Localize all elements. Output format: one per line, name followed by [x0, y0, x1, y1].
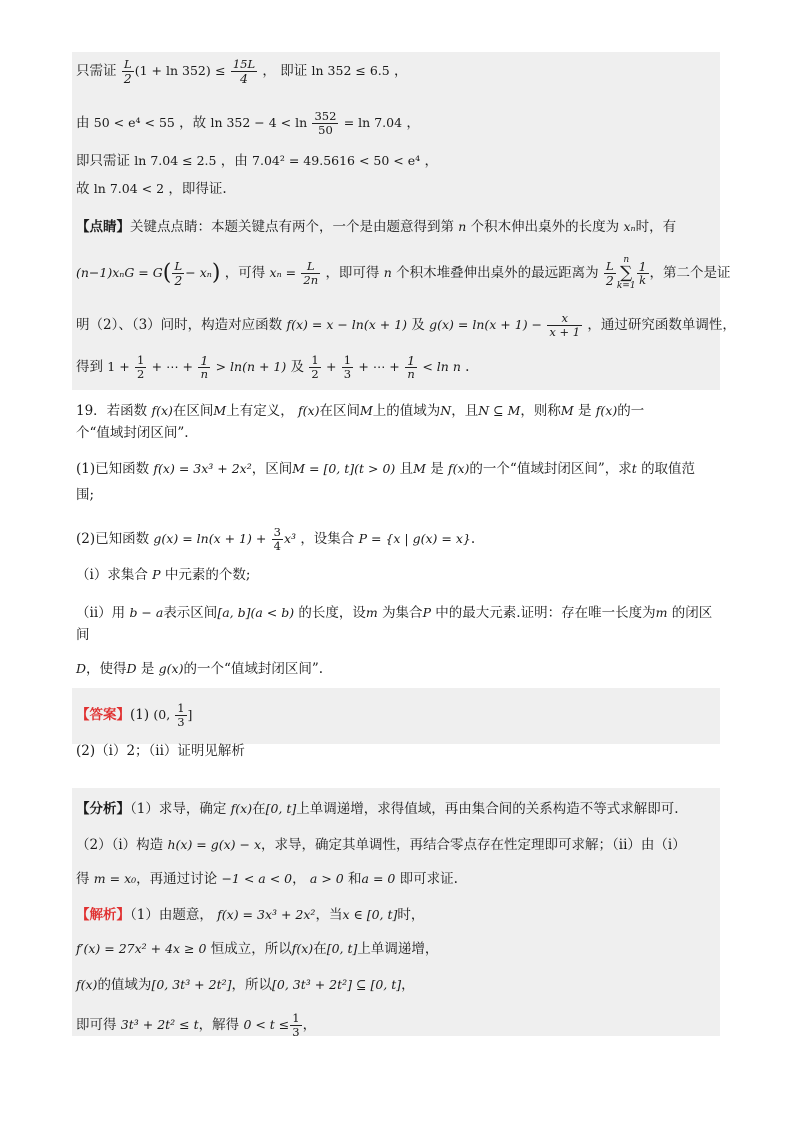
math: > ln(n + 1) [215, 359, 287, 374]
text: ，当 [315, 907, 343, 923]
math: 50 < e⁴ < 55 [93, 115, 175, 130]
text: 及 [411, 317, 425, 333]
fraction: $\frac{x}{x + 1}$ [549, 311, 581, 339]
math: ln 352 ≤ 6.5 [311, 63, 390, 78]
math: ln 7.04 ≤ 2.5 [134, 153, 217, 168]
fraction: $\frac{1}{2}$ [311, 353, 319, 381]
text: 的一个“值域封闭区间”，求 [469, 461, 632, 477]
text: ，故 [179, 115, 207, 131]
fraction: $\frac{1}{3}$ [343, 353, 352, 381]
q19-ii-line-1 [76, 604, 712, 622]
q19-i-line [76, 566, 250, 584]
math: D [126, 661, 137, 676]
math: h(x) = g(x) − x [167, 837, 262, 852]
q19-part1-line-1 [76, 460, 695, 478]
solution-line-4 [76, 1012, 316, 1039]
math: f(x) [151, 403, 173, 418]
math: (n−1)xₙG = G [76, 265, 163, 280]
text: 上单调递增，求得值域，再由集合间的关系构造不等式求解即可. [296, 801, 679, 817]
answer-line-2 [76, 742, 245, 760]
solution-line-3 [76, 976, 415, 994]
text: （i）求集合 [76, 567, 148, 583]
text: ，再通过讨论 [136, 871, 218, 887]
text: ， [302, 1017, 317, 1033]
text: ，解得 [198, 1017, 240, 1033]
math: f(x) = 3x³ + 2x² [153, 461, 252, 476]
text: 为集合 [382, 605, 423, 621]
math: ≤ [215, 63, 226, 78]
math: [a, b](a < b) [217, 605, 295, 620]
fraction: $\frac{1}{3}$ [292, 1011, 300, 1039]
math: xₙ = [269, 265, 297, 280]
text: （2）（i）构造 [76, 837, 164, 853]
math: m [655, 605, 668, 620]
text: 在区间 [172, 403, 214, 419]
solution-tag: 【解析】 [76, 907, 130, 923]
q19-ii-line-3 [76, 660, 323, 678]
fraction: $\frac{15L}{4}$ [232, 57, 256, 86]
math: −1 < a < 0 [221, 871, 293, 886]
fraction: $\frac{1}{n}$ [407, 353, 416, 381]
text: 中元素的个数; [164, 567, 251, 583]
text: (2)已知函数 [76, 531, 150, 547]
analysis-line-2 [76, 836, 686, 854]
math: N [440, 403, 452, 418]
math: 1 + [107, 359, 130, 374]
math: f(x) [76, 977, 98, 992]
math: (0, [153, 707, 175, 722]
text: 时， [397, 907, 425, 923]
answer-tag: 【答案】 [76, 707, 130, 723]
math: f′(x) = 27x² + 4x ≥ 0 [76, 941, 207, 956]
text: ，区间 [251, 461, 293, 477]
text: 间 [76, 627, 90, 643]
math: − xₙ [185, 265, 212, 280]
math: M [359, 403, 373, 418]
fraction: $\frac{L}{2n}$ [303, 259, 319, 287]
math: b − a [129, 605, 164, 620]
text: 上有定义， [226, 403, 294, 419]
math: M [560, 403, 574, 418]
text: ，所以 [231, 977, 272, 993]
solution-line-2 [76, 940, 438, 958]
text: 明（2）、（3）问时，构造对应函数 [76, 317, 283, 333]
math: t [631, 461, 637, 476]
math: m = x₀ [93, 871, 137, 886]
text: ，使得 [86, 661, 127, 677]
text: ， [401, 977, 415, 993]
text: 的长度，设 [298, 605, 366, 621]
fraction: $\frac{3}{4}$ [273, 525, 281, 553]
math: g(x) = ln(x + 1) + [153, 531, 267, 546]
math: = ln 7.04 [343, 115, 403, 130]
dianjing-line-4 [76, 354, 469, 381]
math: x ∈ [0, t] [342, 907, 398, 922]
text: (1) [130, 707, 150, 723]
text: 故 [76, 181, 90, 197]
math: 7.04² = 49.5616 < 50 < e⁴ [252, 153, 421, 168]
math: n [458, 219, 467, 234]
text: ，即可得 [325, 265, 380, 281]
text: 得到 [76, 359, 103, 375]
text: ，求导，确定其单调性，再结合零点存在性定理即可求解；（ii）由（i） [261, 837, 686, 853]
fraction: $\frac{1}{n}$ [200, 353, 209, 381]
fraction: $\frac{L}{2}$ [123, 57, 132, 86]
dianjing-line-2: (n−1)xₙG = G( $\frac{L}{2}$ − xₙ) ，可得 xₙ = $\frac{L}{2n}$ ，即可得 n 个积木堆叠伸出桌外的最远距离为 $\frac{L}{2}$ n ∑ k=1 $\frac{1}{k}$ ，第二个是证 [76, 255, 731, 291]
math: M [413, 461, 426, 476]
text: 上单调递增， [357, 941, 439, 957]
text: . [470, 531, 476, 547]
math: [0, 3t³ + 2t²] ⊆ [0, t] [272, 977, 402, 992]
math: 0 < t ≤ [243, 1017, 290, 1032]
math: xₙ [623, 219, 636, 234]
text: 在 [313, 941, 327, 957]
sum-symbol: n ∑ k=1 [616, 255, 636, 291]
text: 及 [290, 359, 305, 375]
math: + ⋯ + [358, 359, 400, 374]
math: m [365, 605, 378, 620]
text: 且 [399, 461, 414, 477]
text: 在 [252, 801, 266, 817]
text: 在区间 [319, 403, 360, 419]
text: ，可得 [224, 265, 266, 281]
text: 即只需证 [76, 153, 130, 169]
fraction: $\frac{L}{2}$ [605, 259, 614, 288]
math: P [422, 605, 431, 620]
math: N ⊆ M [478, 403, 521, 418]
q19-ii-line-2 [76, 626, 90, 644]
text: (1)已知函数 [76, 461, 150, 477]
math: f(x) = 3x³ + 2x² [217, 907, 316, 922]
math: f(x) [230, 801, 253, 816]
text: 即可得 [76, 1017, 117, 1033]
text: 恒成立，所以 [210, 941, 292, 957]
text: 的取值范 [641, 461, 696, 477]
math: + [325, 359, 337, 374]
fraction: $\frac{L}{2}$ [174, 259, 183, 288]
text: 只需证 [76, 63, 117, 79]
math: x³ [283, 531, 297, 546]
text: 时，有 [635, 219, 677, 235]
fraction: $\frac{1}{3}$ [177, 701, 185, 729]
math: f(x) [595, 403, 618, 418]
text: ，设集合 [300, 531, 355, 547]
dianjing-tag: 【点睛】 [76, 219, 130, 235]
math: ln 352 − 4 < ln [210, 115, 308, 130]
text: 和 [348, 871, 362, 887]
text: ， [394, 63, 408, 79]
solution-line-1 [76, 906, 424, 924]
text: 的一个“值域封闭区间”. [183, 661, 324, 677]
analysis-line-1 [76, 800, 679, 818]
text: 个“值域封闭区间”. [76, 425, 189, 441]
math: a > 0 [309, 871, 344, 886]
math: [0, 3t³ + 2t²] [151, 977, 232, 992]
proof-line-1 [76, 58, 408, 85]
math: M [213, 403, 227, 418]
text: ， [292, 871, 306, 887]
text: 由 [76, 115, 90, 131]
text: （1）求导，确定 [130, 801, 227, 817]
math: f(x) [447, 461, 470, 476]
math: ] [187, 707, 193, 722]
text: ，且 [451, 403, 479, 419]
math: g(x) = ln(x + 1) − [429, 317, 543, 332]
text: 个积木堆叠伸出桌外的最远距离为 [396, 265, 599, 281]
text: (2)（i）2；（ii）证明见解析 [76, 743, 245, 759]
text: （ii）用 [76, 605, 126, 621]
question-number: 19．若函数 [76, 403, 148, 419]
fraction: $\frac{1}{2}$ [137, 353, 145, 381]
math: [0, t] [265, 801, 297, 816]
text: 的值域为 [97, 977, 152, 993]
math: f(x) [298, 403, 320, 418]
q19-part1-line-2 [76, 486, 94, 504]
math: + ⋯ + [151, 359, 194, 374]
text: 得 [76, 871, 90, 887]
q19-line-1 [76, 402, 644, 420]
text: 关键点点睛：本题关键点有两个，一个是由题意得到第 [130, 219, 454, 235]
proof-line-4 [76, 180, 227, 198]
text: 的闭区 [671, 605, 713, 621]
math: P = {x | g(x) = x} [358, 531, 471, 546]
proof-line-3 [76, 152, 438, 170]
text: ，即得证. [168, 181, 227, 197]
q19-line-2 [76, 424, 189, 442]
math: f(x) = x − ln(x + 1) [286, 317, 408, 332]
math: n [383, 265, 392, 280]
fraction: $\frac{352}{50}$ [314, 109, 337, 137]
text: ，由 [220, 153, 248, 169]
proof-line-2 [76, 110, 420, 137]
math: M = [0, t](t > 0) [292, 461, 396, 476]
math: 3t³ + 2t² ≤ t [120, 1017, 199, 1032]
text: ， 即证 [262, 63, 308, 79]
text: （1）由题意， [130, 907, 213, 923]
dianjing-line-3 [76, 312, 736, 339]
math: D [76, 661, 87, 676]
text: ， [406, 115, 420, 131]
text: 是 [430, 461, 444, 477]
math: (1 + ln 352) [134, 63, 211, 78]
math: [0, t] [326, 941, 358, 956]
text: ，通过研究函数单调性， [587, 317, 736, 333]
text: 是 [140, 661, 155, 677]
text: 表示区间 [163, 605, 218, 621]
text: 的一 [617, 403, 645, 419]
q19-part2-line [76, 526, 475, 553]
dianjing-line-1 [76, 218, 676, 236]
answer-line-1 [76, 702, 192, 729]
analysis-tag: 【分析】 [76, 801, 130, 817]
math: a = 0 [361, 871, 396, 886]
text: 围; [76, 487, 95, 503]
math: < ln n [422, 359, 461, 374]
text: ， [424, 153, 438, 169]
text: 即可求证. [399, 871, 458, 887]
analysis-line-3 [76, 870, 458, 888]
text: . [465, 359, 470, 375]
text: 个积木伸出桌外的长度为 [470, 219, 620, 235]
text: 是 [578, 403, 592, 419]
text: ，则称 [520, 403, 561, 419]
math: f(x) [291, 941, 314, 956]
fraction: $\frac{1}{k}$ [638, 259, 647, 287]
text: 上的值域为 [372, 403, 441, 419]
math: P [152, 567, 161, 582]
text: ，第二个是证 [649, 265, 731, 281]
math: ln 7.04 < 2 [93, 181, 165, 196]
text: 中的最大元素.证明：存在唯一长度为 [435, 605, 656, 621]
math: g(x) [158, 661, 184, 676]
